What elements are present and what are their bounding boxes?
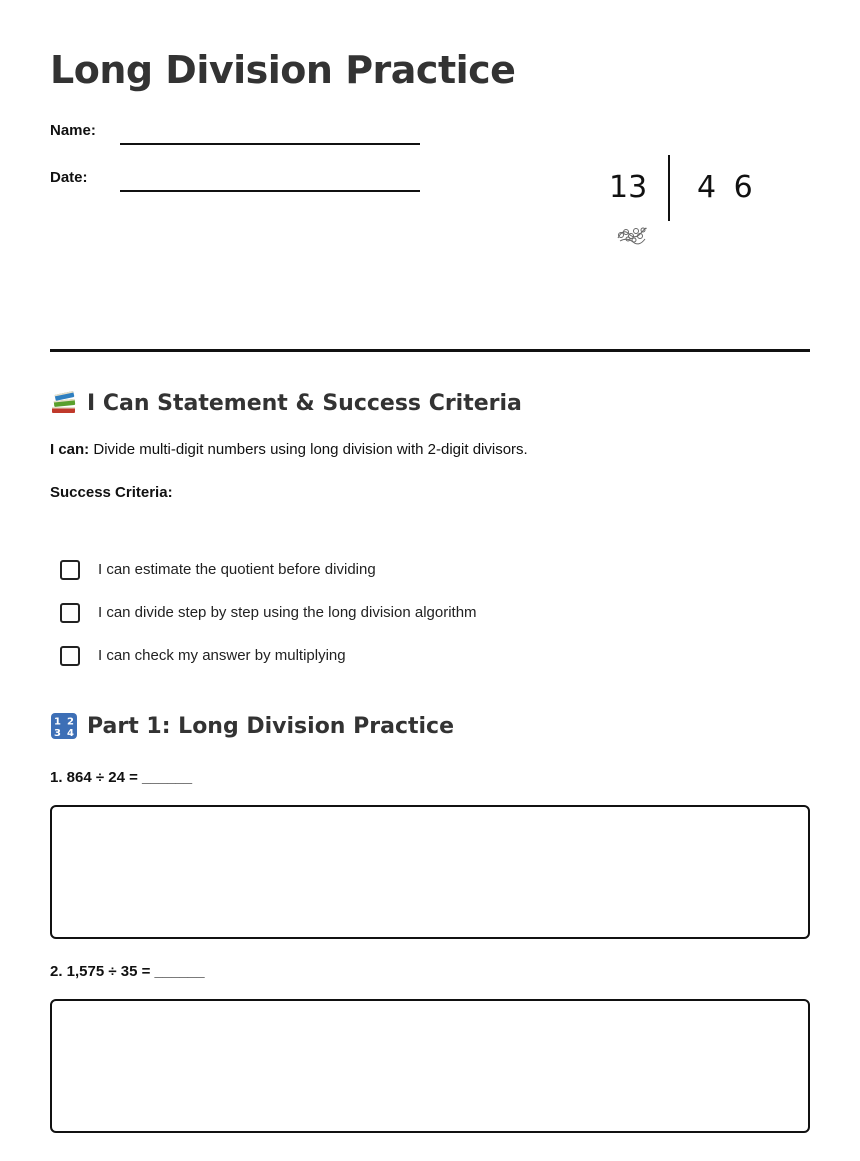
- dividend-number: 4 6: [697, 170, 757, 205]
- worksheet-page: [50, 0, 810, 1161]
- success-criteria-list: [60, 548, 477, 677]
- section-title-part1: Part 1: Long Division Practice: [87, 713, 455, 739]
- svg-text:2: 2: [67, 716, 74, 728]
- section-heading-ican: [50, 389, 522, 417]
- list-item: [60, 634, 477, 677]
- divisor-number: 13: [609, 170, 648, 205]
- svg-text:4: 4: [67, 728, 74, 739]
- section-heading-part1: [50, 712, 454, 740]
- name-label: Name:: [50, 122, 96, 139]
- section-title-ican: I Can Statement & Success Criteria: [87, 390, 522, 416]
- svg-text:3: 3: [54, 728, 61, 739]
- problem-1-answer-box[interactable]: [50, 805, 810, 939]
- division-bracket: [668, 155, 670, 221]
- criteria-checkbox-3[interactable]: [60, 646, 80, 666]
- books-icon: [50, 389, 78, 417]
- list-item: [60, 548, 477, 591]
- problem-1-label: 1. 864 ÷ 24 = ______: [50, 769, 193, 786]
- scribble-icon: [615, 224, 649, 246]
- list-item: [60, 591, 477, 634]
- criteria-checkbox-1[interactable]: [60, 560, 80, 580]
- criteria-text: I can divide step by step using the long division algorithm: [98, 604, 477, 621]
- ican-label: I can:: [50, 441, 90, 458]
- success-criteria-label: Success Criteria:: [50, 484, 173, 501]
- ican-text: Divide multi-digit numbers using long division with 2-digit divisors.: [89, 441, 528, 458]
- criteria-text: I can check my answer by multiplying: [98, 647, 346, 664]
- numbers-1234-icon: [50, 712, 78, 740]
- long-division-illustration: [605, 150, 805, 260]
- criteria-text: I can estimate the quotient before dividing: [98, 561, 376, 578]
- section-divider: [50, 349, 810, 352]
- svg-text:1: 1: [54, 716, 61, 728]
- date-label: Date:: [50, 169, 88, 186]
- page-title: Long Division Practice: [50, 48, 516, 92]
- date-field[interactable]: [120, 190, 420, 192]
- criteria-checkbox-2[interactable]: [60, 603, 80, 623]
- problem-2-label: 2. 1,575 ÷ 35 = ______: [50, 963, 205, 980]
- problem-2-answer-box[interactable]: [50, 999, 810, 1133]
- name-field[interactable]: [120, 143, 420, 145]
- ican-statement: [50, 441, 528, 458]
